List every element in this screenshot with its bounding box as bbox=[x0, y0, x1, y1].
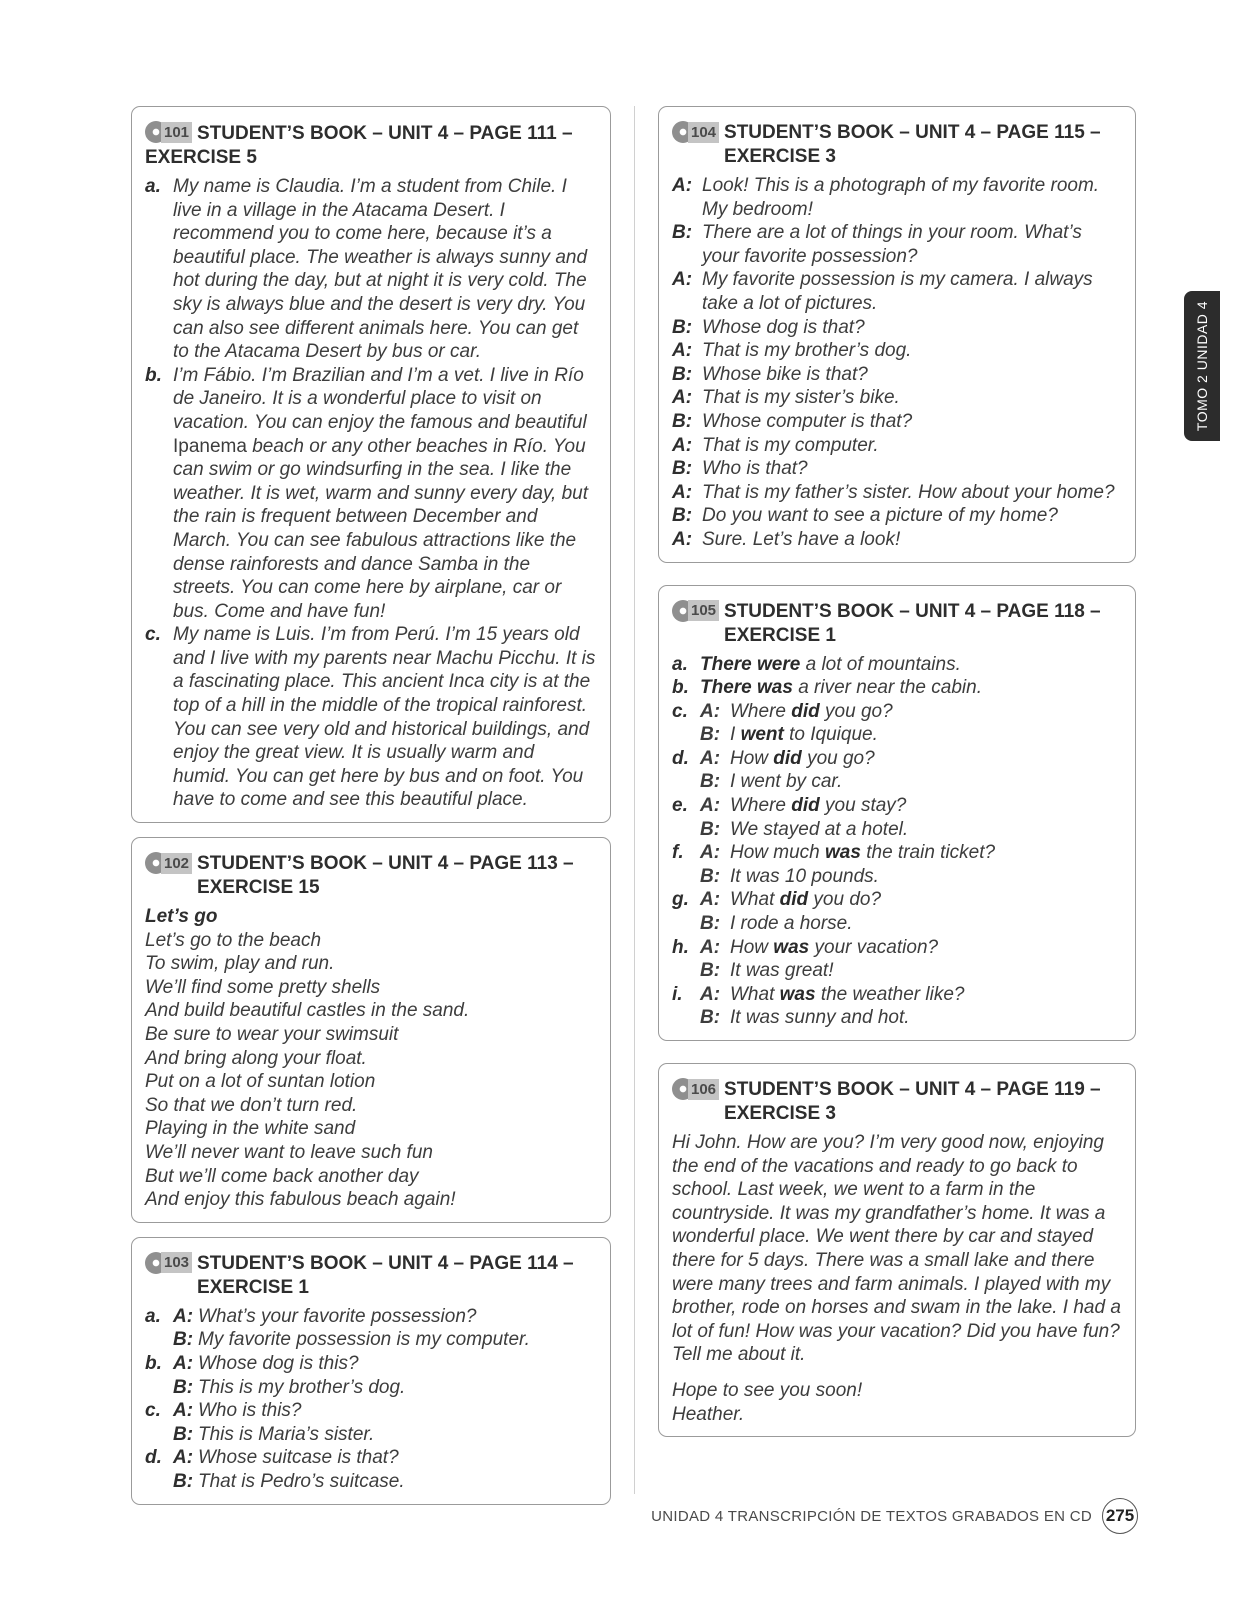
speaker-label: B: bbox=[700, 1007, 721, 1029]
dialog-text: Whose dog is that? bbox=[702, 316, 865, 338]
dialog-text: My favorite possession is my computer. bbox=[198, 1329, 530, 1351]
dialog-line bbox=[672, 363, 1121, 387]
dialog-text-pre: I bbox=[730, 724, 741, 746]
item-rest: a river near the cabin. bbox=[792, 677, 982, 699]
track-number: 102 bbox=[161, 853, 192, 874]
dialog-line bbox=[672, 936, 1121, 960]
song-line: Playing in the white sand bbox=[145, 1118, 356, 1140]
dialog-line bbox=[672, 174, 1121, 221]
box-body bbox=[672, 1131, 1121, 1426]
keyword: There were bbox=[700, 653, 801, 675]
item-label: h. bbox=[672, 936, 689, 958]
dialog-text-pre: Where bbox=[730, 700, 792, 722]
list-item bbox=[145, 1423, 596, 1447]
item-label: d. bbox=[672, 747, 689, 769]
dialog-line bbox=[672, 983, 1121, 1007]
column-divider bbox=[634, 106, 635, 1494]
dialog-text-post: the weather like? bbox=[815, 983, 965, 1005]
speaker-label: A: bbox=[672, 481, 693, 503]
item-text-upright: Ipanema bbox=[173, 435, 247, 457]
dialog-text: This is Maria’s sister. bbox=[198, 1423, 375, 1445]
list-item bbox=[145, 1328, 596, 1352]
keyword: was bbox=[773, 936, 810, 958]
dialog-text bbox=[730, 841, 995, 865]
cd-track-badge bbox=[672, 1078, 719, 1100]
dialog-text: Do you want to see a picture of my home? bbox=[702, 505, 1058, 527]
dialog-text bbox=[730, 983, 964, 1007]
box-body bbox=[145, 1305, 596, 1494]
box-header bbox=[145, 121, 596, 170]
track-number: 106 bbox=[688, 1079, 719, 1100]
side-tab bbox=[1184, 291, 1220, 441]
dialog-line bbox=[672, 504, 1121, 528]
transcript-box-104 bbox=[658, 106, 1136, 563]
transcript-box-101 bbox=[131, 106, 611, 823]
item-text-part: I’m Fábio. I’m Brazilian and I’m a vet. I live in Río de Janeiro. It is a wonderful place to visit on vacation. You can enjoy the famous and beautiful bbox=[173, 364, 587, 433]
list-item bbox=[145, 364, 596, 624]
dialog-text-post: you go? bbox=[819, 700, 893, 722]
right-column bbox=[658, 106, 1136, 1451]
song-line: Be sure to wear your swimsuit bbox=[145, 1024, 399, 1045]
item-text bbox=[173, 364, 596, 624]
dialog-line bbox=[672, 912, 1121, 936]
speaker-label: B: bbox=[700, 771, 721, 793]
speaker-label: B: bbox=[173, 1470, 194, 1492]
dialog-line bbox=[672, 700, 1121, 724]
box-body bbox=[145, 905, 596, 1212]
item-label-spacer bbox=[145, 1423, 173, 1447]
song-line: We’ll never want to leave such fun bbox=[145, 1141, 433, 1163]
item-label-spacer bbox=[672, 912, 700, 936]
dialog-line bbox=[672, 339, 1121, 363]
dialog-text: Who is this? bbox=[198, 1400, 302, 1422]
dialog-text-post: you do? bbox=[808, 889, 882, 911]
dialog-text bbox=[730, 936, 938, 960]
speaker-label: A: bbox=[700, 747, 721, 769]
item-text-part: beach or any other beaches in Río. You can swim or go windsurfing in the sea. I like the weather. It is wet, warm and sunny every day, but the rain is frequent between December and March. You can see fabulous attractions like the dense rainforests and dance Samba in the streets. You can come here by airplane, car or bus. Come and have fun! bbox=[173, 435, 589, 622]
song-line: So that we don’t turn red. bbox=[145, 1094, 358, 1116]
dialog-text-pre: It was sunny and hot. bbox=[730, 1007, 910, 1029]
item-label: b. bbox=[145, 1352, 162, 1374]
transcript-box-103 bbox=[131, 1237, 611, 1505]
box-title: STUDENT’S BOOK – UNIT 4 – PAGE 113 – EXERCISE 15 bbox=[197, 853, 574, 899]
speaker-label: A: bbox=[672, 340, 693, 362]
dialog-text-pre: How bbox=[730, 747, 774, 769]
speaker-label: A: bbox=[672, 269, 693, 291]
keyword: was bbox=[779, 983, 816, 1005]
dialog-text bbox=[730, 865, 879, 889]
box-header bbox=[672, 121, 1121, 169]
dialog-line bbox=[672, 481, 1121, 505]
dialog-text-post: you stay? bbox=[819, 795, 907, 817]
song-line: We’ll find some pretty shells bbox=[145, 976, 381, 998]
list-item bbox=[672, 653, 1121, 677]
dialog-line bbox=[672, 386, 1121, 410]
box-title: STUDENT’S BOOK – UNIT 4 – PAGE 119 – EXERCISE 3 bbox=[724, 1079, 1101, 1124]
dialog-line bbox=[672, 528, 1121, 552]
dialog-text bbox=[730, 700, 893, 724]
item-label: g. bbox=[672, 889, 689, 911]
box-body bbox=[672, 174, 1121, 552]
dialog-text: Sure. Let’s have a look! bbox=[702, 528, 901, 550]
item-label: c. bbox=[145, 1400, 161, 1422]
dialog-text: Whose computer is that? bbox=[702, 410, 913, 432]
item-label-spacer bbox=[672, 723, 700, 747]
dialog-text-pre: What bbox=[730, 983, 780, 1005]
dialog-text: This is my brother’s dog. bbox=[198, 1376, 406, 1398]
dialog-text bbox=[730, 723, 878, 747]
speaker-label: A: bbox=[700, 700, 721, 722]
left-column bbox=[131, 106, 611, 1519]
speaker-label: B: bbox=[672, 316, 693, 338]
box-title: STUDENT’S BOOK – UNIT 4 – PAGE 111 – EXERCISE 5 bbox=[145, 123, 573, 168]
box-header bbox=[145, 1252, 596, 1300]
dialog-line bbox=[672, 747, 1121, 771]
dialog-text: Whose dog is this? bbox=[198, 1352, 359, 1374]
speaker-label: A: bbox=[173, 1447, 194, 1469]
item-label-spacer bbox=[672, 865, 700, 889]
speaker-label: B: bbox=[173, 1423, 194, 1445]
list-item bbox=[145, 1446, 596, 1470]
dialog-text: Who is that? bbox=[702, 458, 808, 480]
transcript-box-102 bbox=[131, 837, 611, 1223]
dialog-text bbox=[730, 794, 906, 818]
item-label: c. bbox=[145, 624, 161, 646]
speaker-label: A: bbox=[173, 1400, 194, 1422]
song-line: And bring along your float. bbox=[145, 1047, 367, 1069]
cd-track-badge bbox=[672, 600, 719, 622]
cd-track-badge bbox=[145, 852, 192, 874]
song-line: Let’s go to the beach bbox=[145, 929, 322, 951]
cd-track-badge bbox=[145, 1252, 192, 1274]
page-footer bbox=[560, 1498, 1138, 1534]
item-label: a. bbox=[145, 1305, 161, 1327]
dialog-text bbox=[730, 770, 842, 794]
keyword: did bbox=[791, 795, 820, 817]
item-label-spacer bbox=[145, 1376, 173, 1400]
dialog-list bbox=[672, 700, 1121, 1030]
speaker-label: A: bbox=[700, 936, 721, 958]
dialog-text: There are a lot of things in your room. What’s your favorite possession? bbox=[702, 222, 1082, 267]
letter-paragraph: Hi John. How are you? I’m very good now, enjoying the end of the vacations and ready to go back to school. Last week, we went to a farm in the countryside. It was my grandfather’s home. It was a wonderful place. We went there by car and stayed there for 5 days. There was a small lake and there were many trees and farm animals. I played with my brother, rode on horses and swam in the lake. I had a lot of fun! How was your vacation? Did you have fun? Tell me about it. bbox=[672, 1132, 1121, 1366]
dialog-line bbox=[672, 794, 1121, 818]
item-label-spacer bbox=[672, 818, 700, 842]
dialog-text: Look! This is a photograph of my favorite room. My bedroom! bbox=[702, 175, 1100, 220]
cd-track-badge bbox=[672, 121, 719, 143]
item-label: d. bbox=[145, 1447, 162, 1469]
dialog-text-pre: We stayed at a hotel. bbox=[730, 818, 909, 840]
letter-closing: Hope to see you soon! bbox=[672, 1379, 863, 1401]
box-title: STUDENT’S BOOK – UNIT 4 – PAGE 118 – EXERCISE 1 bbox=[724, 600, 1101, 646]
speaker-label: A: bbox=[173, 1305, 194, 1327]
dialog-text-pre: It was 10 pounds. bbox=[730, 865, 879, 887]
speaker-label: B: bbox=[700, 724, 721, 746]
item-label-spacer bbox=[145, 1470, 173, 1494]
keyword: There was bbox=[700, 677, 793, 699]
dialog-text bbox=[730, 1006, 910, 1030]
spacer bbox=[672, 1367, 1121, 1379]
speaker-label: A: bbox=[700, 842, 721, 864]
dialog-text-post: to Iquique. bbox=[783, 724, 878, 746]
list-item bbox=[145, 1376, 596, 1400]
dialog-text bbox=[730, 818, 908, 842]
dialog-text: That is my brother’s dog. bbox=[702, 340, 912, 362]
speaker-label: B: bbox=[672, 458, 693, 480]
dialog-line bbox=[672, 434, 1121, 458]
dialog-text: That is my sister’s bike. bbox=[702, 387, 900, 409]
dialog-line bbox=[672, 865, 1121, 889]
dialog-text: What’s your favorite possession? bbox=[198, 1305, 477, 1327]
item-label: a. bbox=[145, 176, 161, 197]
speaker-label: B: bbox=[672, 363, 693, 385]
dialog-text: That is Pedro’s suitcase. bbox=[198, 1470, 405, 1492]
item-label: i. bbox=[672, 983, 683, 1005]
speaker-label: A: bbox=[672, 175, 693, 196]
speaker-label: A: bbox=[173, 1352, 194, 1374]
speaker-label: B: bbox=[672, 410, 693, 432]
speaker-label: B: bbox=[173, 1376, 194, 1398]
item-label-spacer bbox=[672, 1006, 700, 1030]
dialog-line bbox=[672, 770, 1121, 794]
list-item bbox=[145, 1470, 596, 1494]
dialog-line bbox=[672, 959, 1121, 983]
item-label: b. bbox=[145, 364, 162, 386]
dialog-text-pre: I went by car. bbox=[730, 771, 843, 793]
dialog-text: That is my father’s sister. How about your home? bbox=[702, 481, 1115, 503]
song-line: But we’ll come back another day bbox=[145, 1165, 419, 1187]
speaker-label: A: bbox=[700, 795, 721, 817]
list-item bbox=[145, 1305, 596, 1329]
dialog-line bbox=[672, 818, 1121, 842]
dialog-text bbox=[730, 912, 853, 936]
speaker-label: A: bbox=[672, 528, 693, 550]
dialog-line bbox=[672, 316, 1121, 340]
dialog-text: That is my computer. bbox=[702, 434, 879, 456]
song-line: And enjoy this fabulous beach again! bbox=[145, 1189, 456, 1211]
speaker-label: A: bbox=[672, 434, 693, 456]
keyword: did bbox=[773, 747, 802, 769]
dialog-text: My favorite possession is my camera. I always take a lot of pictures. bbox=[702, 269, 1093, 314]
list-item bbox=[145, 1399, 596, 1423]
song-line: And build beautiful castles in the sand. bbox=[145, 1000, 470, 1022]
item-text bbox=[700, 653, 961, 677]
speaker-label: A: bbox=[700, 889, 721, 911]
dialog-text-pre: How much bbox=[730, 842, 826, 864]
song-line: Put on a lot of suntan lotion bbox=[145, 1071, 376, 1093]
dialog-line bbox=[672, 888, 1121, 912]
side-tab-label: TOMO 2 UNIDAD 4 bbox=[1194, 300, 1210, 432]
item-label-spacer bbox=[672, 770, 700, 794]
song-title: Let’s go bbox=[145, 906, 218, 928]
dialog-text-post: your vacation? bbox=[809, 936, 939, 958]
box-body bbox=[145, 175, 596, 812]
list-item bbox=[145, 1352, 596, 1376]
track-number: 104 bbox=[688, 122, 719, 143]
dialog-text bbox=[730, 959, 834, 983]
dialog-line bbox=[672, 268, 1121, 315]
dialog-text: Whose bike is that? bbox=[702, 363, 868, 385]
cd-track-badge bbox=[145, 121, 192, 143]
dialog-text-post: the train ticket? bbox=[860, 842, 996, 864]
dialog-text: Whose suitcase is that? bbox=[198, 1447, 399, 1469]
item-label-spacer bbox=[145, 1328, 173, 1352]
item-text bbox=[700, 676, 982, 700]
footer-text: UNIDAD 4 TRANSCRIPCIÓN DE TEXTOS GRABADOS EN CD bbox=[651, 1507, 1092, 1525]
box-title: STUDENT’S BOOK – UNIT 4 – PAGE 114 – EXERCISE 1 bbox=[197, 1252, 574, 1298]
letter-signature: Heather. bbox=[672, 1403, 745, 1425]
item-label: f. bbox=[672, 842, 684, 864]
box-header bbox=[145, 852, 596, 900]
list-item bbox=[145, 175, 596, 364]
item-rest: a lot of mountains. bbox=[800, 653, 961, 675]
list-item bbox=[145, 623, 596, 812]
dialog-line bbox=[672, 723, 1121, 747]
keyword: did bbox=[779, 889, 809, 911]
item-label: a. bbox=[672, 653, 688, 675]
dialog-text-pre: It was great! bbox=[730, 960, 834, 982]
speaker-label: B: bbox=[700, 913, 721, 935]
dialog-text-pre: I rode a horse. bbox=[730, 913, 853, 935]
speaker-label: B: bbox=[700, 960, 721, 982]
dialog-text bbox=[730, 888, 881, 912]
speaker-label: B: bbox=[173, 1329, 194, 1351]
item-label: b. bbox=[672, 677, 689, 699]
keyword: went bbox=[740, 724, 784, 746]
list-item bbox=[672, 676, 1121, 700]
box-body bbox=[672, 653, 1121, 1031]
speaker-label: B: bbox=[672, 222, 693, 244]
keyword: was bbox=[825, 842, 861, 864]
dialog-text-pre: What bbox=[730, 889, 780, 911]
item-text: My name is Claudia. I’m a student from Chile. I live in a village in the Atacama Desert. I recommend you to come here, because it’s a beautiful place. The weather is always sunny and hot during the day, but at night it is very cold. The sky is always blue and the desert is very dry. You can also see different animals here. You can get to the Atacama Desert by bus or car. bbox=[173, 176, 588, 363]
dialog-text-pre: How bbox=[730, 936, 774, 958]
dialog-line bbox=[672, 221, 1121, 268]
dialog-text-pre: Where bbox=[730, 795, 792, 817]
track-number: 105 bbox=[688, 600, 719, 621]
transcript-box-106 bbox=[658, 1063, 1136, 1437]
speaker-label: A: bbox=[672, 387, 693, 409]
dialog-line bbox=[672, 457, 1121, 481]
item-label: c. bbox=[672, 700, 688, 722]
page-number: 275 bbox=[1102, 1498, 1138, 1534]
track-number: 103 bbox=[161, 1252, 192, 1273]
keyword: did bbox=[791, 700, 820, 722]
speaker-label: B: bbox=[700, 865, 721, 887]
track-number: 101 bbox=[161, 122, 192, 143]
dialog-line bbox=[672, 410, 1121, 434]
dialog-line bbox=[672, 841, 1121, 865]
item-label: e. bbox=[672, 795, 688, 817]
speaker-label: A: bbox=[700, 983, 721, 1005]
item-text: My name is Luis. I’m from Perú. I’m 15 years old and I live with my parents near Machu Picchu. It is a fascinating place. This ancient Inca city is at the top of a hill in the middle of the tropical rainforest. You can see very old and historical buildings, and enjoy the great view. It is usually warm and humid. You can get here by bus and on foot. You have to come and see this beautiful place. bbox=[173, 624, 596, 811]
speaker-label: B: bbox=[700, 818, 721, 840]
song-line: To swim, play and run. bbox=[145, 953, 335, 975]
transcript-box-105 bbox=[658, 585, 1136, 1042]
box-title: STUDENT’S BOOK – UNIT 4 – PAGE 115 – EXERCISE 3 bbox=[724, 122, 1101, 167]
speaker-label: B: bbox=[672, 505, 693, 527]
box-header bbox=[672, 1078, 1121, 1126]
item-label-spacer bbox=[672, 959, 700, 983]
dialog-text-post: you go? bbox=[801, 747, 875, 769]
box-header bbox=[672, 600, 1121, 648]
dialog-line bbox=[672, 1006, 1121, 1030]
dialog-text bbox=[730, 747, 875, 771]
